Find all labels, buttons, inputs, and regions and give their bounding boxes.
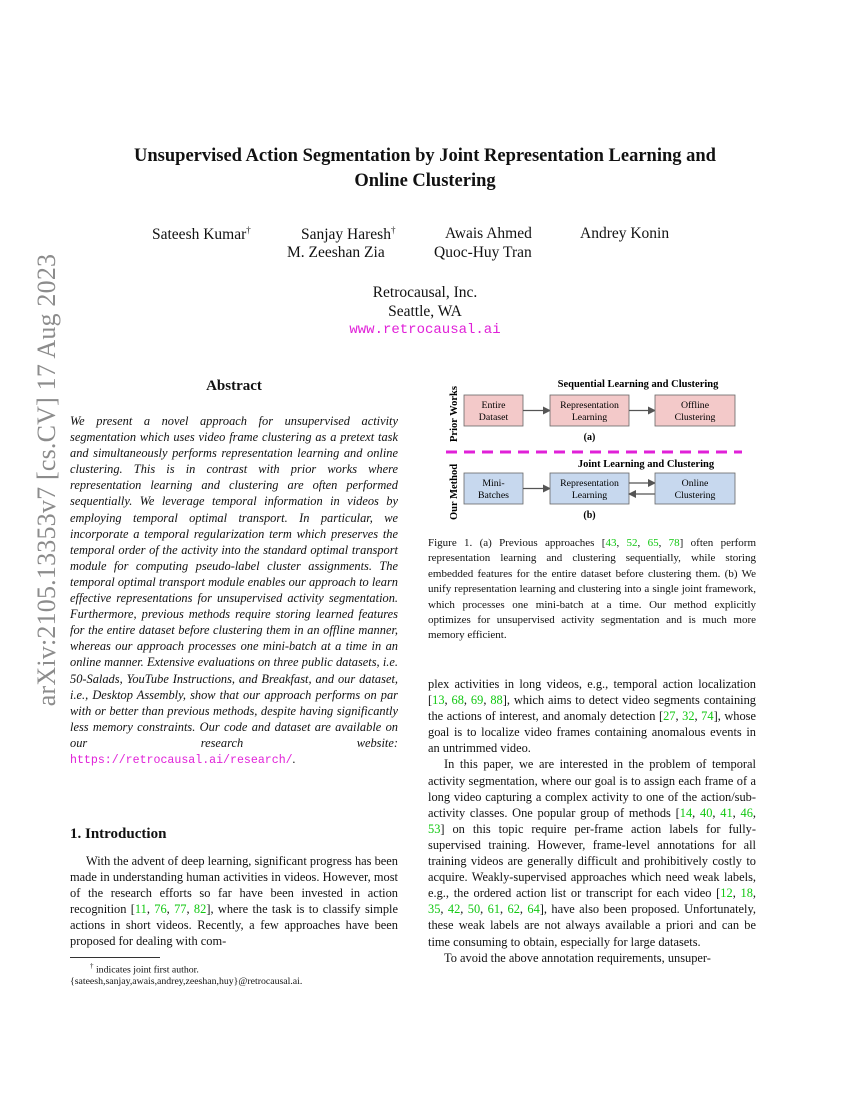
citation-link[interactable]: 74 (701, 709, 714, 724)
citation-link[interactable]: 41 (720, 805, 733, 820)
citation-link[interactable]: 42 (447, 902, 461, 917)
citation-link[interactable]: 65 (647, 537, 659, 549)
arxiv-side-stamp (17, 190, 61, 770)
intro-paragraph: With the advent of deep learning, significant progress has been made in understanding human activities in videos. However, most of the research efforts so far have been invested in action recognition [11, 76, 77, 82], where the task is to classify simple actions in short videos. Recently, a few approaches have been proposed for dealing with com- (70, 854, 398, 949)
citation-link[interactable]: 88 (490, 693, 503, 708)
citation-link[interactable]: 69 (470, 693, 484, 708)
affiliation-url-link[interactable]: www.retrocausal.ai (349, 322, 501, 338)
citation-link[interactable]: 76 (154, 902, 167, 917)
our-method-label: Our Method (449, 463, 460, 520)
entire-dataset-label-2: Dataset (478, 412, 509, 423)
repr-label-2-bottom: Learning (571, 490, 608, 501)
citation-link[interactable]: 40 (700, 805, 713, 820)
author-5: M. Zeeshan Zia (287, 244, 385, 261)
citation-link[interactable]: 78 (668, 537, 680, 549)
citation-link[interactable]: 27 (663, 709, 676, 724)
intro-heading: 1. Introduction (70, 826, 167, 842)
abstract-body: We present a novel approach for unsupervised activity segmentation which uses video frame clustering as a pretext task and simultaneously performs representation learning and online clustering. This is in contrast with prior works where representation learning and clustering are often performed sequentially. We leverage temporal information in videos by employing temporal optimal transport. In particular, we incorporate a temporal regularization term which preserves the temporal order of the activity into the standard optimal transport module for computing pseudo-label cluster assignments. The temporal optimal transport module enables our approach to learn effective representations for unsupervised activity segmentation. Furthermore, previous methods require storing learned features for the entire dataset before clustering them in an offline manner, whereas our approach processes one mini-batch at a time in an online manner. Extensive evaluations on three public datasets, i.e. 50-Salads, YouTube Instructions, and Breakfast, and our dataset, i.e., Desktop Assembly, show that our approach performs on par with or better than previous methods, despite having significantly less memory constraints. Our code and dataset are available on our research website: https://retrocausal.ai/research/. (70, 414, 398, 767)
citation-link[interactable]: 32 (682, 709, 695, 724)
citation-link[interactable]: 43 (605, 537, 617, 549)
affiliation-org: Retrocausal, Inc. (372, 284, 478, 301)
repr-label-2-top: Learning (571, 412, 608, 423)
top-section-title: Sequential Learning and Clustering (557, 379, 719, 390)
citation-link[interactable]: 11 (134, 902, 147, 917)
right-column-body (428, 676, 756, 966)
paragraph-unsupervised: To avoid the above annotation requirements, unsuper- (444, 950, 711, 965)
title-line-1: Unsupervised Action Segmentation by Joint Representation Learning and (134, 146, 716, 166)
title-line-2: Online Clustering (354, 171, 496, 191)
author-3: Awais Ahmed (445, 225, 532, 242)
research-website-link[interactable]: https://retrocausal.ai/research/ (70, 753, 293, 767)
figure-1-diagram (436, 374, 756, 524)
citation-link[interactable]: 62 (507, 902, 520, 917)
author-6: Quoc-Huy Tran (434, 244, 532, 261)
bottom-section-title: Joint Learning and Clustering (577, 459, 715, 470)
citation-link[interactable]: 46 (740, 805, 753, 820)
prior-works-label: Prior Works (449, 386, 460, 442)
entire-dataset-label-1: Entire (481, 400, 506, 411)
footnote-joint-authors: † indicates joint first author. (90, 962, 199, 976)
author-2: Sanjay Haresh† (301, 225, 396, 244)
tag-b: (b) (583, 510, 596, 521)
citation-link[interactable]: 35 (428, 902, 441, 917)
online-label-2: Clustering (674, 490, 716, 501)
repr-label-1-top: Representation (560, 400, 619, 411)
mini-batches-label-2: Batches (477, 490, 510, 501)
abstract-heading: Abstract (206, 378, 262, 394)
offline-label-1: Offline (680, 400, 710, 411)
citation-link[interactable]: 68 (451, 693, 464, 708)
citation-link[interactable]: 50 (467, 902, 481, 917)
author-4: Andrey Konin (580, 225, 670, 242)
author-1: Sateesh Kumar† (152, 225, 251, 244)
affiliation (260, 284, 590, 338)
citation-link[interactable]: 82 (193, 902, 207, 917)
figure-1-caption: Figure 1. (a) Previous approaches [43, 52, 65, 78] often perform representation learning and clustering sequentially, while storing embedded features for the entire dataset before clustering them. (b) We unify representation learning and clustering into a single joint framework, which processes one mini-batch at a time. Our method explicitly optimizes for unsupervised activity segmentation and is much more memory efficient. (428, 537, 757, 642)
citation-link[interactable]: 13 (432, 693, 445, 708)
offline-label-2: Clustering (674, 412, 716, 423)
affiliation-city: Seattle, WA (388, 303, 462, 320)
paragraph-problem: In this paper, we are interested in the problem of temporal activity segmentation, where our goal is to assign each frame of a long video capturing a complex activity to one of the action/sub-activity classes. One popular group of methods [14, 40, 41, 46, 53] on this topic require per-frame action labels for fully-supervised training. However, frame-level annotations for all training videos are generally difficult and prohibitively costly to acquire. Weakly-supervised approaches which need weak labels, e.g., the ordered action list or transcript for each video [12, 18, 35, 42, 50, 61, 62, 64], have also been proposed. Unfortunately, these weak labels are not always available a priori and can be time consuming to obtain, especially for large datasets. (428, 757, 757, 949)
citation-link[interactable]: 77 (174, 902, 187, 917)
mini-batches-label-1: Mini- (482, 478, 505, 489)
citation-link[interactable]: 64 (527, 902, 540, 917)
paragraph-continuation: plex activities in long videos, e.g., temporal action localization [13, 68, 69, 88], which aims to detect video segments containing the actions of interest, and anomaly detection [27, 32, 74], whose goal is to localize video frames containing anomalous events in an untrimmed video. (428, 677, 757, 756)
footnote-emails: {sateesh,sanjay,awais,andrey,zeeshan,huy}@retrocausal.ai. (70, 976, 303, 987)
citation-link[interactable]: 14 (679, 805, 693, 820)
citation-link[interactable]: 18 (740, 886, 753, 901)
citation-link[interactable]: 52 (626, 537, 638, 549)
repr-label-1-bottom: Representation (560, 478, 619, 489)
footnote-rule (70, 957, 160, 958)
citation-link[interactable]: 53 (428, 821, 441, 836)
citation-link[interactable]: 12 (720, 886, 733, 901)
online-label-1: Online (681, 478, 709, 489)
paper-title (60, 144, 790, 194)
arxiv-id-text: arXiv:2105.13353v7 [cs.CV] 17 Aug 2023 (32, 253, 61, 707)
citation-link[interactable]: 61 (487, 902, 501, 917)
tag-a: (a) (583, 432, 596, 443)
